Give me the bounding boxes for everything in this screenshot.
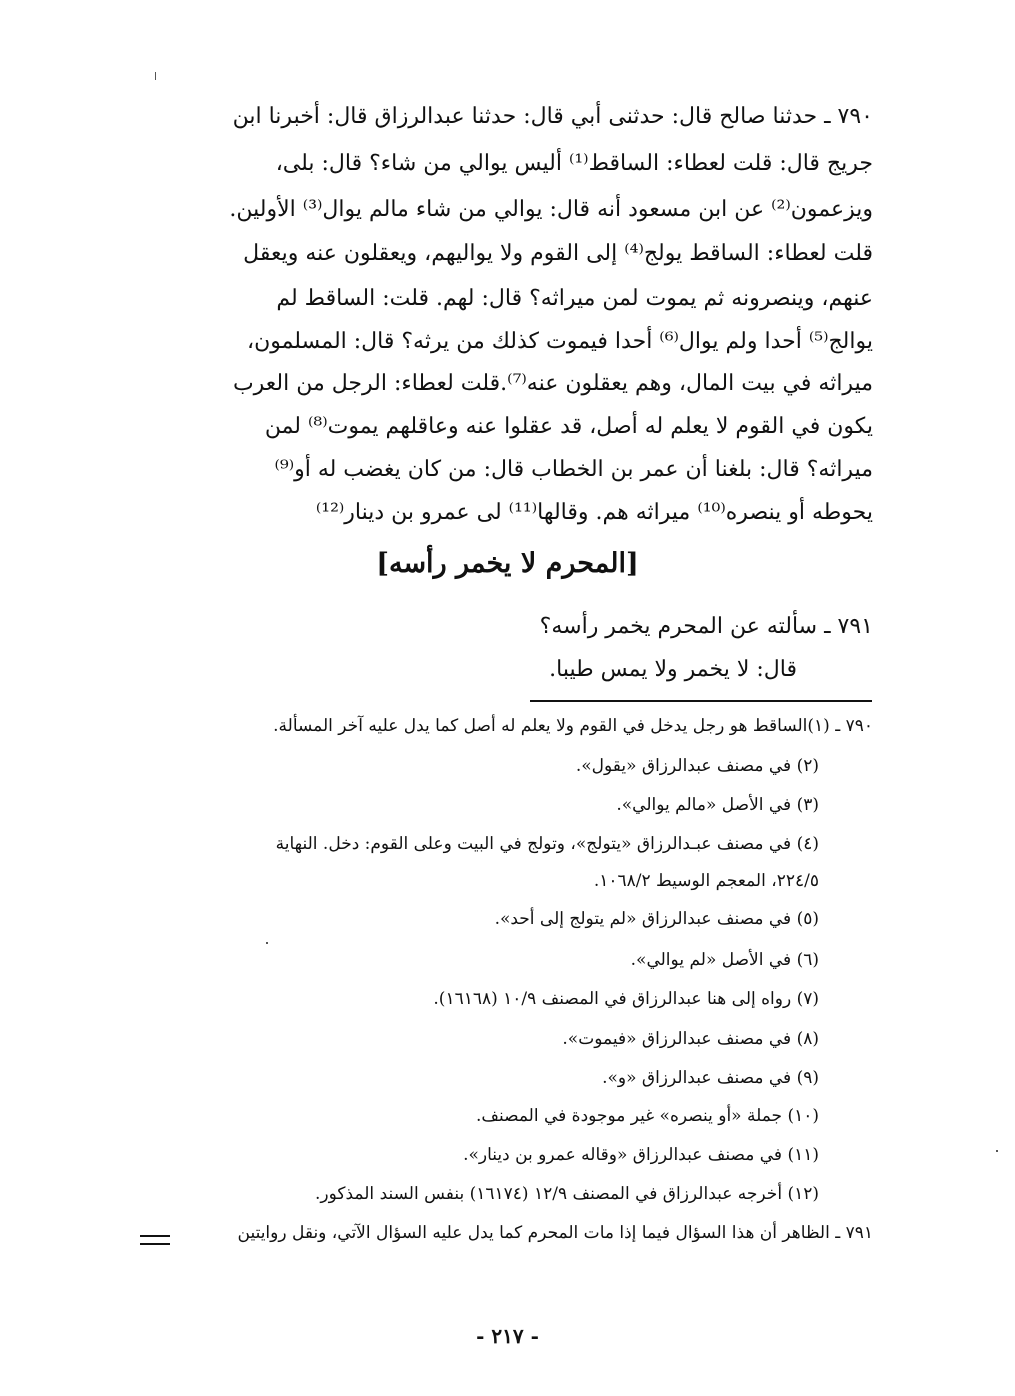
footnote-line: (١٠) جملة «أو ينصره» غير موجودة في المصنف. [475,1106,819,1126]
footnote-line: (٣) في الأصل «مالم يوالي». [616,795,819,815]
footnote-line: (٢) في مصنف عبدالرزاق «يقول». [575,756,819,776]
footnote-line: ٢٢٤/٥، المعجم الوسيط ١٠٦٨/٢. [593,871,819,891]
scan-speck [155,72,156,80]
footnote-line: (٤) في مصنف عبـدالرزاق «يتولج»، وتولج في البيت وعلى القوم: دخل. النهاية [275,834,819,854]
continuation-arrow-icon [140,1235,170,1245]
text-line: عنهم، وينصرونه ثم يموت لمن ميراثه؟ قال: لهم. قلت: الساقط لم [276,286,873,311]
text-line: يحوطه أو ينصره⁽¹⁰⁾ ميراثه هم. وقالها⁽¹¹⁾ لى عمرو بن دينار⁽¹²⁾ [315,500,873,525]
text-line: يوالج⁽⁵⁾ أحدا ولم يوال⁽⁶⁾ أحدا فيموت كذلك من يرثه؟ قال: المسلمون، [246,329,873,354]
footnote-line: (٦) في الأصل «لم يوالي». [630,950,819,970]
text-line: قال: لا يخمر ولا يمس طيبا. [549,657,797,682]
text-line: ميراثه؟ قال: بلغنا أن عمر بن الخطاب قال: من كان يغضب له أو⁽⁹⁾ [274,457,873,482]
section-heading: [المحرم لا يخمر رأسه] [376,548,639,579]
footnote-line: ٧٩٠ ـ (١)الساقط هو رجل يدخل في القوم ولا يعلم له أصل كما يدل عليه آخر المسألة. [273,716,873,736]
text-line: جريج قال: قلت لعطاء: الساقط⁽¹⁾ أليس يوالي من شاء؟ قال: بلى، [275,151,873,176]
footnote-line: (٥) في مصنف عبدالرزاق «لم يتولج إلى أحد». [494,909,819,929]
footnote-line: (١١) في مصنف عبدالرزاق «وقاله عمرو بن دينار». [463,1145,819,1165]
footnote-line: (٨) في مصنف عبدالرزاق «فيموت». [562,1029,819,1049]
text-line: ميراثه في بيت المال، وهم يعقلون عنه⁽⁷⁾.قلت لعطاء: الرجل من العرب [232,371,873,396]
footnote-separator [530,700,872,702]
text-line: ويزعمون⁽²⁾ عن ابن مسعود أنه قال: يوالي من شاء مالم يوال⁽³⁾ الأولين. [229,197,873,222]
text-line: يكون في القوم لا يعلم له أصل، قد عقلوا عنه وعاقلهم يموت⁽⁸⁾ لمن [264,414,873,439]
scan-speck [266,942,268,944]
text-line: ٧٩٠ ـ حدثنا صالح قال: حدثنى أبي قال: حدثنا عبدالرزاق قال: أخبرنا ابن [232,104,873,129]
footnote-line: (٩) في مصنف عبدالرزاق «و». [602,1068,819,1088]
scan-speck [996,1150,998,1152]
text-line: قلت لعطاء: الساقط يولج⁽⁴⁾ إلى القوم ولا يواليهم، ويعقلون عنه ويعقل [243,241,873,266]
footnote-line: ٧٩١ ـ الظاهر أن هذا السؤال فيما إذا مات المحرم كما يدل عليه السؤال الآتي، ونقل روايتين [237,1223,873,1243]
page-number: - ٢١٧ - [476,1324,539,1348]
text-line: ٧٩١ ـ سألته عن المحرم يخمر رأسه؟ [539,614,873,639]
footnote-line: (١٢) أخرجه عبدالرزاق في المصنف ١٢/٩ (١٦١٧٤) بنفس السند المذكور. [315,1184,819,1204]
footnote-line: (٧) رواه إلى هنا عبدالرزاق في المصنف ١٠/٩ (١٦١٦٨). [433,989,819,1009]
